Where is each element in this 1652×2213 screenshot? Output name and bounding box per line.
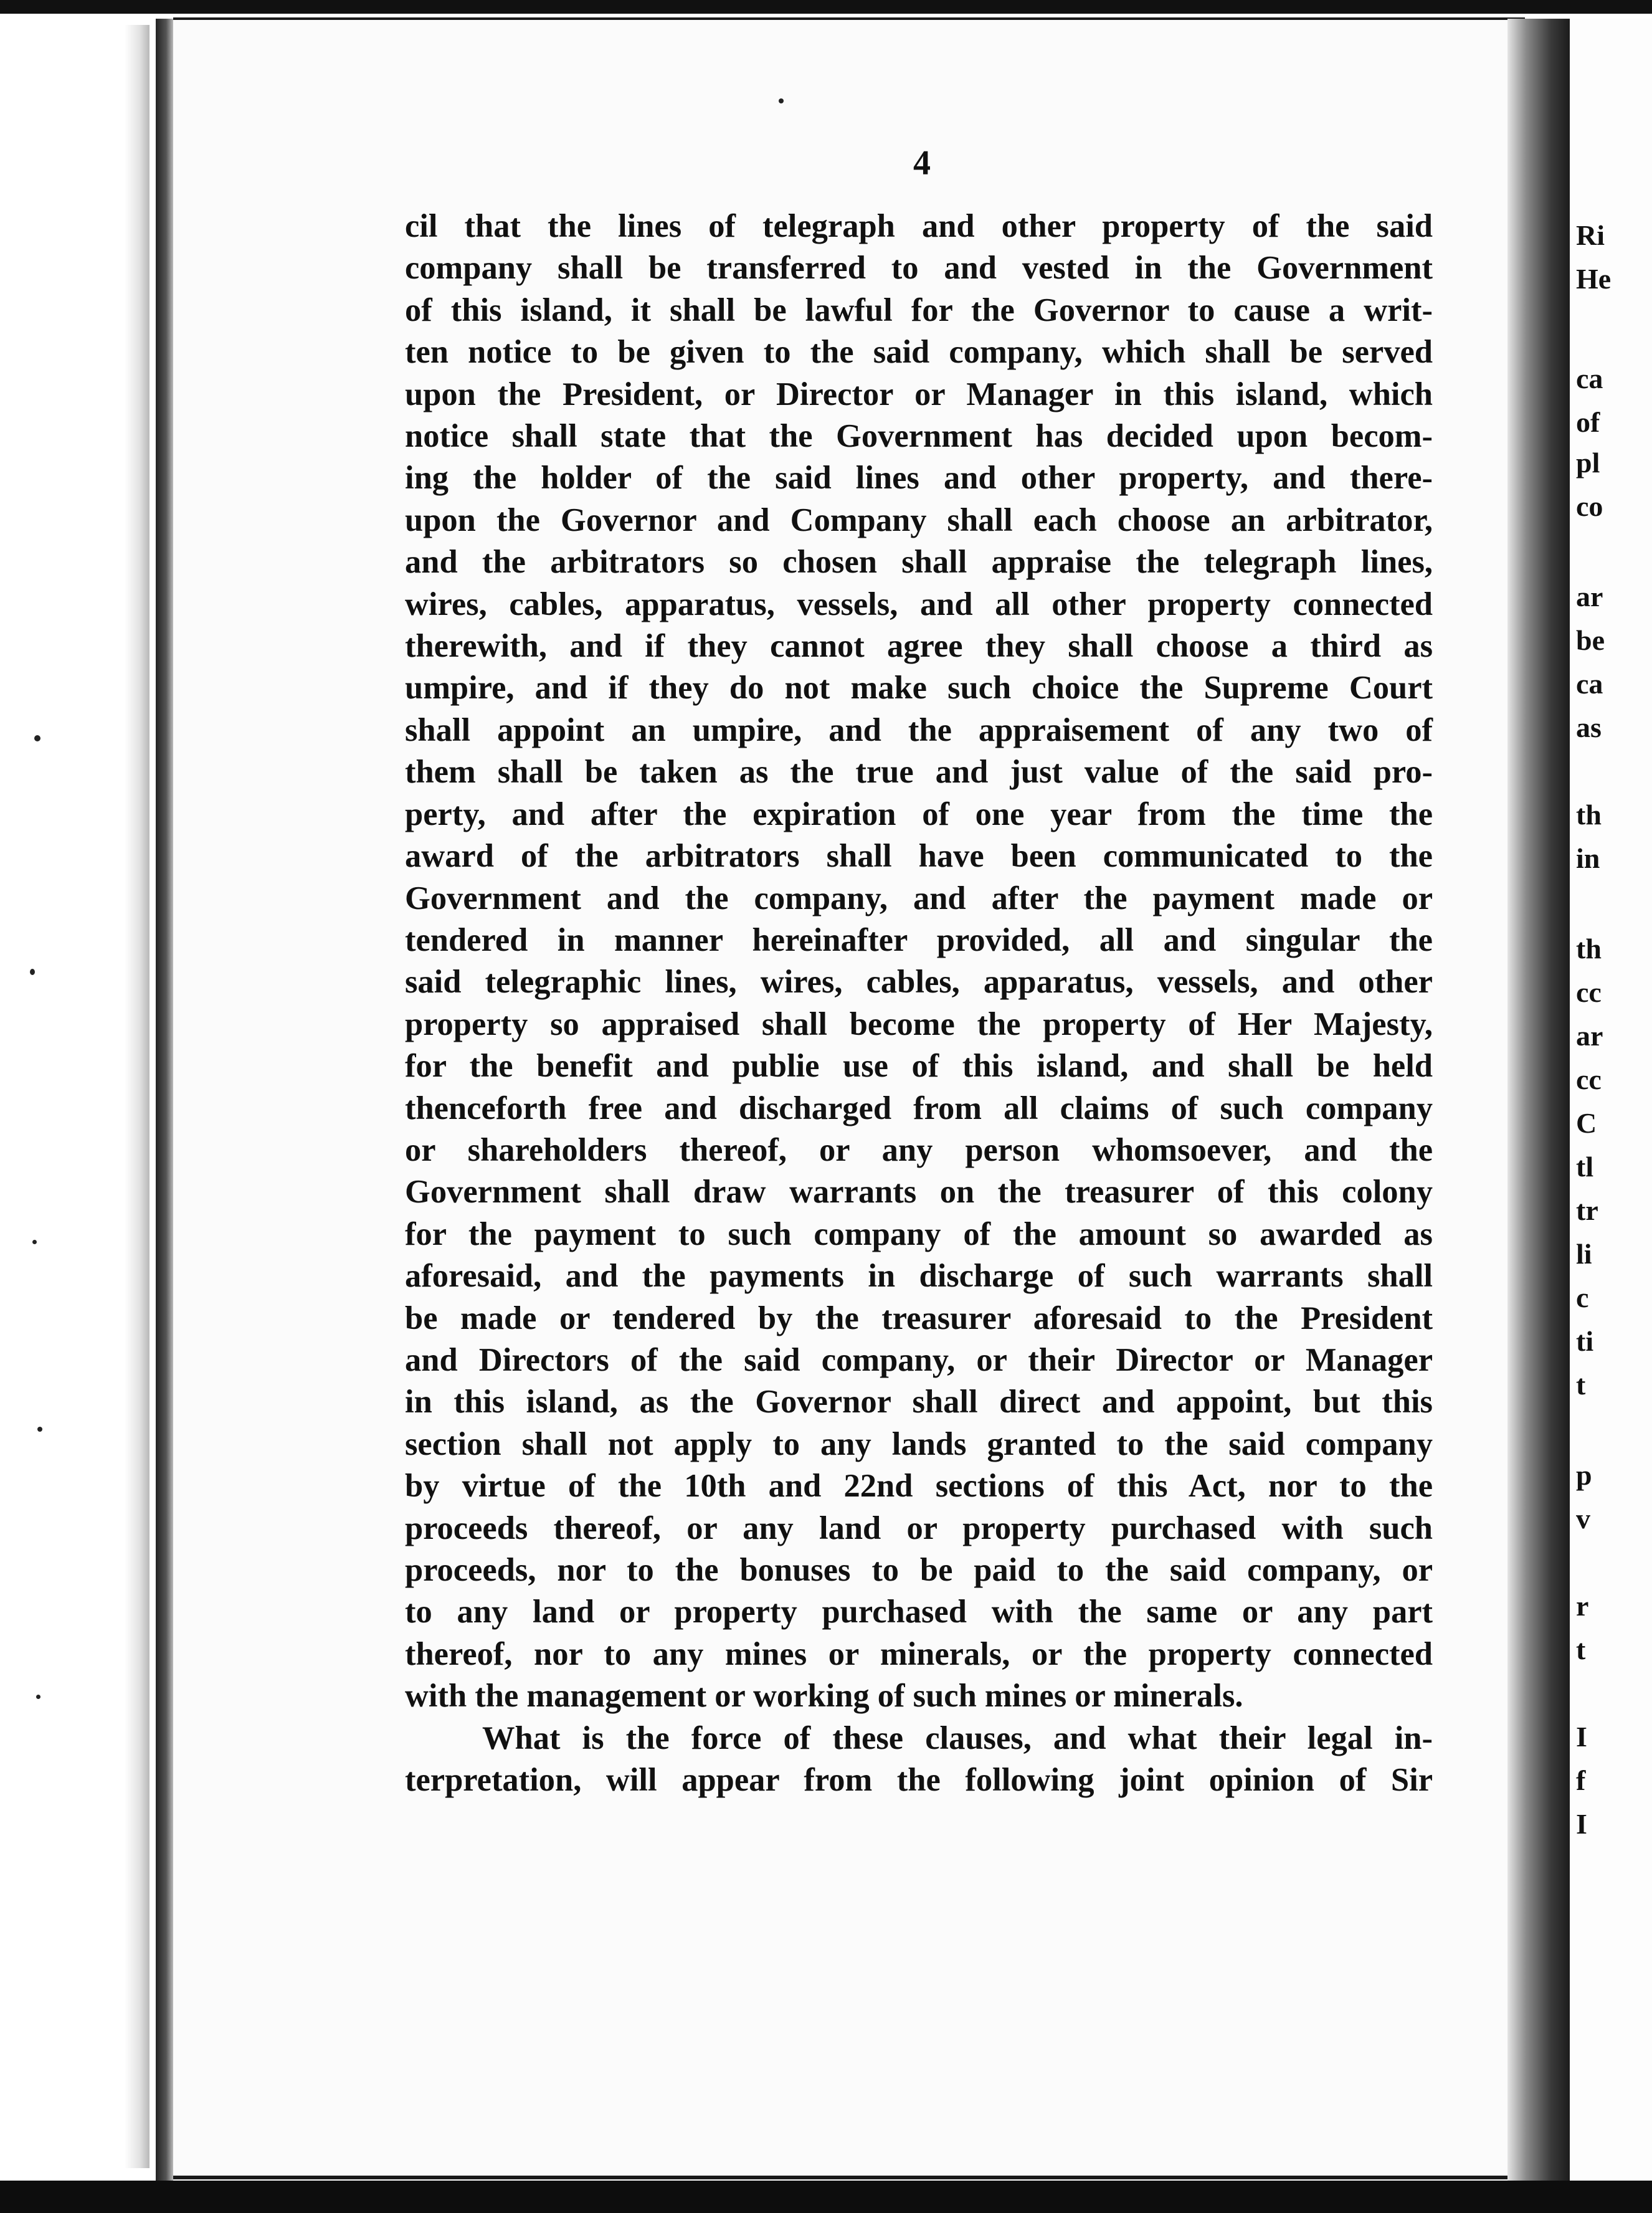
text-line: for the benefit and publie use of this island, and shall be held: [405, 1048, 1433, 1085]
binding-shadow-left: [156, 19, 173, 2181]
text-line: for the payment to such company of the amount so awarded as: [405, 1216, 1433, 1252]
text-line: with the management or working of such mines or minerals.: [405, 1678, 1243, 1715]
next-page-edge: [1570, 19, 1652, 2187]
next-page-fragment: C: [1576, 1107, 1597, 1139]
text-line: Government and the company, and after the payment made or: [405, 880, 1433, 916]
text-line: tendered in manner hereinafter provided, all and singular the: [405, 921, 1433, 958]
scan-speck: [32, 1240, 37, 1244]
next-page-fragment: Ri: [1576, 219, 1605, 251]
next-page-fragment: v: [1576, 1503, 1590, 1535]
scan-top-edge: [0, 0, 1652, 14]
previous-page-edge: [125, 25, 150, 2168]
next-page-fragment: ca: [1576, 668, 1603, 700]
next-page-fragment: r: [1576, 1590, 1589, 1622]
next-page-fragment: He: [1576, 263, 1612, 295]
next-page-fragment: tr: [1576, 1194, 1598, 1226]
next-page-fragment: cc: [1576, 1064, 1602, 1095]
text-line: section shall not apply to any lands granted to the said company: [405, 1425, 1433, 1462]
text-line: shall appoint an umpire, and the appraisement of any two of: [405, 711, 1433, 748]
text-line: said telegraphic lines, wires, cables, apparatus, vessels, and other: [405, 964, 1433, 1001]
next-page-fragment: co: [1576, 490, 1603, 522]
scan-speck: [34, 735, 40, 741]
next-page-fragment: ar: [1576, 1020, 1603, 1052]
next-page-fragment: p: [1576, 1459, 1592, 1491]
next-page-fragment: t: [1576, 1634, 1586, 1665]
text-line: thereof, nor to any mines or minerals, or the property connected: [405, 1635, 1433, 1672]
next-page-fragment: t: [1576, 1369, 1586, 1401]
next-page-fragment: of: [1576, 406, 1600, 438]
text-line: umpire, and if they do not make such choice the Supreme Court: [405, 670, 1433, 707]
scan-speck: [30, 969, 35, 975]
next-page-fragment: cc: [1576, 976, 1602, 1008]
text-line: aforesaid, and the payments in discharge of such warrants shall: [405, 1258, 1433, 1295]
next-page-fragment: ar: [1576, 581, 1603, 612]
text-line: wires, cables, apparatus, vessels, and all other property connected: [405, 586, 1433, 622]
next-page-fragment: ti: [1576, 1325, 1594, 1357]
text-line: company shall be transferred to and vested in the Government: [405, 250, 1433, 287]
text-line: cil that the lines of telegraph and other property of the said: [405, 208, 1433, 244]
next-page-fragment: in: [1576, 842, 1600, 874]
text-line: What is the force of these clauses, and what their legal in-: [482, 1720, 1433, 1756]
next-page-fragment: pl: [1576, 447, 1600, 478]
text-line: perty, and after the expiration of one year from the time the: [405, 796, 1433, 832]
next-page-fragment: I: [1576, 1721, 1587, 1753]
text-line: award of the arbitrators shall have been communicated to the: [405, 838, 1433, 875]
text-line: of this island, it shall be lawful for the Governor to cause a writ-: [405, 292, 1433, 328]
body-text: [405, 206, 1433, 1801]
next-page-fragment: tl: [1576, 1151, 1594, 1183]
text-line: or shareholders thereof, or any person whomsoever, and the: [405, 1131, 1433, 1168]
text-line: by virtue of the 10th and 22nd sections of this Act, nor to the: [405, 1468, 1433, 1505]
next-page-fragment: I: [1576, 1808, 1587, 1840]
text-line: Government shall draw warrants on the treasurer of this colony: [405, 1174, 1433, 1211]
next-page-fragment: as: [1576, 711, 1602, 743]
next-page-fragment: ca: [1576, 363, 1603, 394]
next-page-fragment: li: [1576, 1238, 1592, 1270]
text-line: proceeds, nor to the bonuses to be paid to the said company, or: [405, 1552, 1433, 1588]
text-line: upon the Governor and Company shall each choose an arbitrator,: [405, 502, 1433, 538]
text-line: upon the President, or Director or Manager in this island, which: [405, 376, 1433, 412]
text-line: be made or tendered by the treasurer aforesaid to the President: [405, 1300, 1433, 1336]
scan-speck: [37, 1427, 42, 1432]
text-line: proceeds thereof, or any land or property purchased with such: [405, 1510, 1433, 1546]
text-line: ten notice to be given to the said company, which shall be served: [405, 334, 1433, 371]
next-page-fragment: c: [1576, 1282, 1589, 1313]
text-line: to any land or property purchased with the same or any part: [405, 1594, 1433, 1630]
text-line: in this island, as the Governor shall direct and appoint, but this: [405, 1384, 1433, 1421]
next-page-fragment: f: [1576, 1764, 1586, 1796]
text-line: ing the holder of the said lines and other property, and there-: [405, 460, 1433, 497]
text-line: terpretation, will appear from the following joint opinion of Sir: [405, 1762, 1433, 1799]
next-page-fragment: be: [1576, 624, 1605, 656]
text-line: and Directors of the said company, or their Director or Manager: [405, 1341, 1433, 1378]
text-line: notice shall state that the Government has decided upon becom-: [405, 418, 1433, 455]
binding-shadow-right: [1507, 19, 1570, 2187]
page-number: 4: [913, 144, 931, 183]
next-page-fragment: th: [1576, 933, 1602, 964]
scan-bottom-edge: [0, 2181, 1652, 2213]
text-line: and the arbitrators so chosen shall appraise the telegraph lines,: [405, 544, 1433, 581]
scan-speck: [36, 1695, 40, 1699]
scan-speck: [779, 98, 784, 103]
text-line: them shall be taken as the true and just value of the said pro-: [405, 754, 1433, 791]
text-line: therewith, and if they cannot agree they shall choose a third as: [405, 628, 1433, 665]
text-line: property so appraised shall become the property of Her Majesty,: [405, 1006, 1433, 1042]
text-line: thenceforth free and discharged from all claims of such company: [405, 1090, 1433, 1126]
next-page-fragment: th: [1576, 799, 1602, 830]
